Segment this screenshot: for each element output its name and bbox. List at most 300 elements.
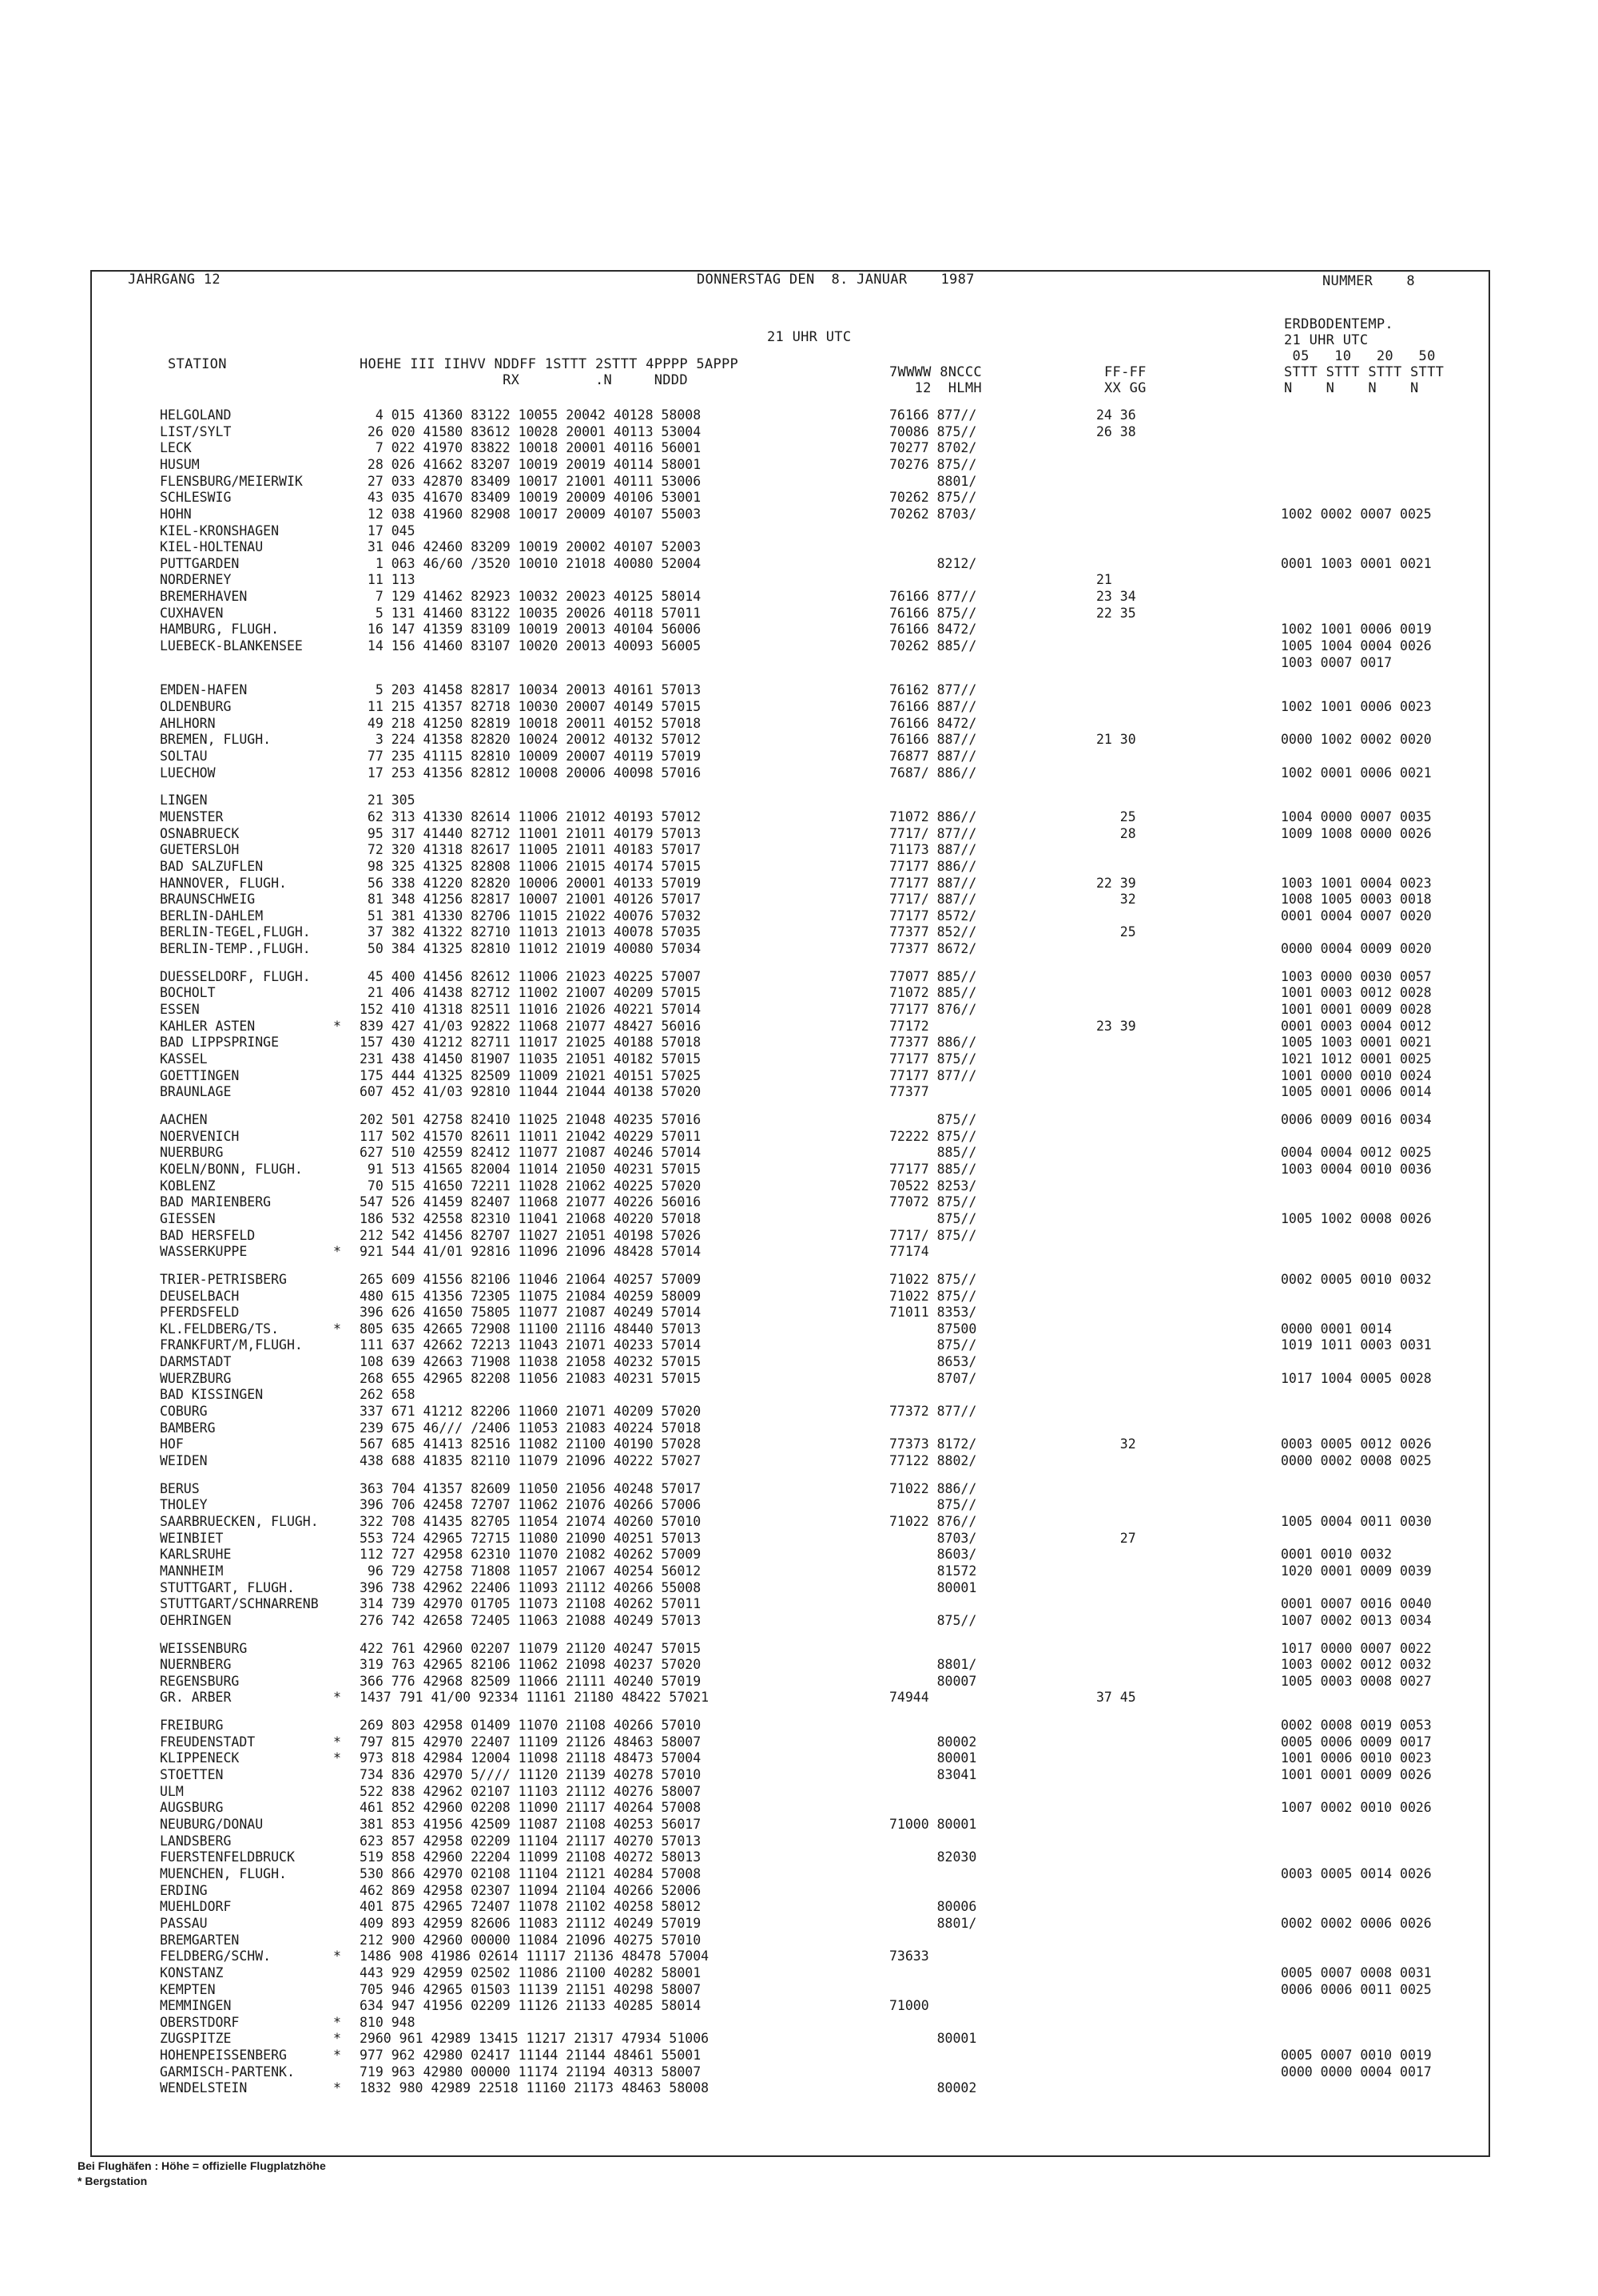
station-name: BERLIN-TEMP.,FLUGH. [160,941,311,956]
synop-values: 91 513 41565 82004 11014 21050 40231 57015 [360,1162,702,1177]
station-name: FLENSBURG/MEIERWIK [160,474,303,489]
synop-values: 72 320 41318 82617 11005 21011 40183 57017 [360,842,702,857]
table-row [92,1002,1492,1018]
synop-values: 27 033 42870 83409 10017 21001 40111 53006 [360,474,702,489]
weather-code: 80002 [889,2080,977,2095]
soil-temperatures: 0000 0002 0008 0025 [1281,1453,1432,1468]
station-name: KLIPPENECK [160,1750,240,1766]
station-name: MANNHEIM [160,1563,224,1579]
synop-values: 186 532 42558 82310 11041 21068 40220 57018 [360,1211,702,1226]
station-name: FELDBERG/SCHW. [160,1948,272,1964]
station-name: KASSEL [160,1051,208,1067]
table-row [92,474,1492,490]
synop-values: 366 776 42968 82509 11066 21111 40240 57019 [360,1674,702,1689]
table-row [92,440,1492,456]
issue-number: NUMMER 8 [1322,273,1415,289]
station-column-header: STATION [168,356,227,372]
station-name: SCHLESWIG [160,490,232,505]
station-name: FUERSTENFELDBRUCK [160,1849,295,1865]
station-name: FRANKFURT/M,FLUGH. [160,1337,303,1353]
synop-values: 547 526 41459 82407 11068 21077 40226 56016 [360,1194,702,1210]
mountain-marker: * [333,1948,341,1964]
station-name: PFERDSFELD [160,1305,240,1320]
synop-values: 212 900 42960 00000 11084 21096 40275 57010 [360,1933,702,1948]
soil-temperatures: 0001 0010 0032 [1281,1547,1393,1562]
wind-gust: 21 30 [1096,732,1136,747]
station-name: COBURG [160,1404,208,1419]
table-row [92,1998,1492,2014]
volume-label: JAHRGANG 12 [128,272,221,288]
table-row [92,985,1492,1001]
synop-values: 62 313 41330 82614 11006 21012 40193 57012 [360,809,702,824]
weather-code: 76166 887// [889,732,977,747]
table-row [92,606,1492,622]
mountain-marker: * [333,1690,341,1705]
mountain-marker: * [333,1734,341,1750]
station-name: DUESSELDORF, FLUGH. [160,969,311,984]
table-row [92,1211,1492,1227]
synop-values: 705 946 42965 01503 11139 21151 40298 58007 [360,1982,702,1997]
synop-values: 337 671 41212 82206 11060 21071 40209 57020 [360,1404,702,1419]
station-name: KOBLENZ [160,1178,216,1194]
table-row [92,1145,1492,1161]
table-row [92,1849,1492,1865]
station-name: MUENCHEN, FLUGH. [160,1866,287,1881]
station-name: HUSUM [160,457,200,472]
weather-code: 77177 887// [889,876,977,891]
station-name: KEMPTEN [160,1982,216,1997]
table-row [92,1497,1492,1513]
table-row [92,1948,1492,1964]
synop-values: 51 381 41330 82706 11015 21022 40076 57032 [360,908,702,924]
station-name: KARLSRUHE [160,1547,232,1562]
weather-code: 80001 [889,2031,977,2046]
synop-values: 396 738 42962 22406 11093 21112 40266 55008 [360,1580,702,1595]
soil-temperatures: 1001 0001 0009 0028 [1281,1002,1432,1017]
table-row [92,876,1492,892]
soil-temperatures: 1003 0000 0030 0057 [1281,969,1432,984]
weather-code: 77177 876// [889,1002,977,1017]
mountain-marker: * [333,2015,341,2030]
station-name: NEUBURG/DONAU [160,1817,264,1832]
weather-code: 77177 875// [889,1051,977,1067]
weather-code: 875// [889,1497,977,1512]
synop-values: 111 637 42662 72213 11043 21071 40233 57014 [360,1337,702,1353]
table-row [92,1982,1492,1998]
table-row [92,1641,1492,1657]
synop-values: 719 963 42980 00000 11174 21194 40313 58007 [360,2064,702,2080]
weather-code: 80007 [889,1674,977,1689]
table-row [92,1436,1492,1452]
synop-values: 21 406 41438 82712 11002 21007 40209 57015 [360,985,702,1000]
station-name: LINGEN [160,792,208,808]
soil-n-header: N N N N [1284,380,1419,396]
synop-values: 522 838 42962 02107 11103 21112 40276 58007 [360,1784,702,1799]
weather-code: 74944 [889,1690,929,1705]
soil-temperatures: 1005 1002 0008 0026 [1281,1211,1432,1226]
weather-code: 77177 886// [889,859,977,874]
station-name: AACHEN [160,1112,208,1127]
weather-code: 875// [889,1613,977,1628]
weather-code: 875// [889,1112,977,1127]
table-row [92,1734,1492,1750]
table-row [92,1916,1492,1932]
synop-values: 381 853 41956 42509 11087 21108 40253 56017 [360,1817,702,1832]
synop-values: 567 685 41413 82516 11082 21100 40190 57028 [360,1436,702,1452]
synop-values: 212 542 41456 82707 11027 21051 40198 57026 [360,1228,702,1243]
table-row [92,556,1492,572]
soil-temperatures: 1017 1004 0005 0028 [1281,1371,1432,1386]
station-name: LECK [160,440,192,455]
weather-code: 885// [889,1145,977,1160]
synop-values: 1486 908 41986 02614 11117 21136 48478 57004 [360,1948,710,1964]
station-name: BAD HERSFELD [160,1228,256,1243]
soil-temperatures: 0000 0001 0014 [1281,1321,1393,1337]
table-row [92,1272,1492,1288]
station-name: WASSERKUPPE [160,1244,248,1259]
synop-values: 810 948 [360,2015,415,2030]
soil-temperatures: 1003 0007 0017 [1281,655,1393,670]
synop-values: 56 338 41220 82820 10006 20001 40133 57019 [360,876,702,891]
table-row [92,749,1492,765]
wind-gust: 25 [1096,809,1136,824]
weather-code: 77174 [889,1244,929,1259]
soil-temp-time: 21 UHR UTC [1284,332,1369,348]
station-name: ULM [160,1784,184,1799]
wind-header-line2: XX GG [1104,380,1147,396]
weather-code: 8212/ [889,556,977,571]
synop-values: 268 655 42965 82208 11056 21083 40231 57015 [360,1371,702,1386]
weather-code: 77077 885// [889,969,977,984]
station-name: NOERVENICH [160,1129,240,1144]
table-row [92,859,1492,875]
station-name: WEINBIET [160,1531,224,1546]
mountain-marker: * [333,1019,341,1034]
synop-values: 16 147 41359 83109 10019 20013 40104 56006 [360,622,702,637]
table-row [92,1833,1492,1849]
synop-values: 152 410 41318 82511 11016 21026 40221 57014 [360,1002,702,1017]
table-row [92,1068,1492,1084]
table-row [92,622,1492,638]
synop-values: 11 215 41357 82718 10030 20007 40149 57015 [360,699,702,714]
wind-header-line1: FF-FF [1104,364,1147,380]
table-row [92,2015,1492,2031]
mountain-marker: * [333,2031,341,2046]
station-name: KL.FELDBERG/TS. [160,1321,280,1337]
table-row [92,1084,1492,1100]
table-row [92,1767,1492,1783]
table-row [92,1162,1492,1178]
soil-temperatures: 1021 1012 0001 0025 [1281,1051,1432,1067]
wind-gust: 27 [1096,1531,1136,1546]
wind-gust: 32 [1096,892,1136,907]
station-name: FREIBURG [160,1718,224,1733]
station-name: HANNOVER, FLUGH. [160,876,287,891]
station-name: GIESSEN [160,1211,216,1226]
table-row [92,1718,1492,1734]
weather-code: 70262 8703/ [889,506,977,522]
station-name: CUXHAVEN [160,606,224,621]
weather-code: 77377 [889,1084,929,1099]
synop-values: 319 763 42965 82106 11062 21098 40237 57020 [360,1657,702,1672]
synop-values: 43 035 41670 83409 10019 20009 40106 53001 [360,490,702,505]
station-name: BRAUNLAGE [160,1084,232,1099]
station-name: BREMERHAVEN [160,589,248,604]
synop-values: 734 836 42970 5//// 11120 21139 40278 57010 [360,1767,702,1782]
weather-code: 80006 [889,1899,977,1914]
station-name: WENDELSTEIN [160,2080,248,2095]
station-name: OLDENBURG [160,699,232,714]
synop-values: 553 724 42965 72715 11080 21090 40251 57013 [360,1531,702,1546]
station-name: BREMGARTEN [160,1933,240,1948]
weather-code: 70086 875// [889,424,977,439]
table-row [92,1750,1492,1766]
synop-values: 607 452 41/03 92810 11044 21044 40138 57020 [360,1084,702,1099]
table-row [92,1817,1492,1833]
synop-values: 12 038 41960 82908 10017 20009 40107 55003 [360,506,702,522]
table-row [92,407,1492,423]
weather-code: 77377 8672/ [889,941,977,956]
table-row [92,589,1492,605]
weather-code: 8603/ [889,1547,977,1562]
table-row [92,1387,1492,1403]
synop-values: 480 615 41356 72305 11075 21084 40259 58009 [360,1289,702,1304]
station-name: PASSAU [160,1916,208,1931]
soil-temperatures: 1005 1004 0004 0026 [1281,638,1432,653]
table-row [92,1228,1492,1244]
station-name: LUECHOW [160,765,216,781]
weather-code: 8707/ [889,1371,977,1386]
table-row [92,1420,1492,1436]
weather-code: 70522 8253/ [889,1178,977,1194]
station-name: BREMEN, FLUGH. [160,732,272,747]
soil-temperatures: 0002 0002 0006 0026 [1281,1916,1432,1931]
station-name: THOLEY [160,1497,208,1512]
table-row [92,523,1492,539]
synop-values: 21 305 [360,792,415,808]
weather-code: 76166 8472/ [889,622,977,637]
weather-code: 77172 [889,1019,929,1034]
table-row [92,655,1492,671]
station-name: BAMBERG [160,1420,216,1436]
weather-code: 71072 885// [889,985,977,1000]
weather-code: 8801/ [889,1916,977,1931]
synop-values: 11 113 [360,572,415,587]
station-name: ZUGSPITZE [160,2031,232,2046]
soil-temperatures: 1017 0000 0007 0022 [1281,1641,1432,1656]
synop-header-line1: HOEHE III IIHVV NDDFF 1STTT 2STTT 4PPPP 5APPP [360,356,739,372]
soil-temperatures: 0001 1003 0001 0021 [1281,556,1432,571]
station-name: HAMBURG, FLUGH. [160,622,280,637]
table-row [92,1194,1492,1210]
soil-temperatures: 0000 1002 0002 0020 [1281,732,1432,747]
weather-code: 77372 877// [889,1404,977,1419]
station-name: REGENSBURG [160,1674,240,1689]
weather-code: 77373 8172/ [889,1436,977,1452]
synop-values: 262 658 [360,1387,415,1402]
soil-temperatures: 0000 0004 0009 0020 [1281,941,1432,956]
utc-title: 21 UHR UTC [767,329,852,345]
soil-temperatures: 1020 0001 0009 0039 [1281,1563,1432,1579]
synop-values: 797 815 42970 22407 11109 21126 48463 58007 [360,1734,702,1750]
weather-code: 77177 885// [889,1162,977,1177]
soil-temperatures: 0006 0006 0011 0025 [1281,1982,1432,1997]
station-name: HOF [160,1436,184,1452]
weather-code: 70276 875// [889,457,977,472]
soil-temperatures: 1003 0002 0012 0032 [1281,1657,1432,1672]
weather-code: 76166 877// [889,407,977,423]
station-name: HELGOLAND [160,407,232,423]
table-row [92,1899,1492,1915]
table-row [92,792,1492,808]
weather-code: 76166 877// [889,589,977,604]
synop-values: 49 218 41250 82819 10018 20011 40152 57018 [360,716,702,731]
synop-values: 1832 980 42989 22518 11160 21173 48463 58008 [360,2080,710,2095]
table-row [92,2048,1492,2064]
table-row [92,682,1492,698]
synop-values: 973 818 42984 12004 11098 21118 48473 57004 [360,1750,702,1766]
station-name: GUETERSLOH [160,842,240,857]
weather-code: 70262 885// [889,638,977,653]
wind-gust: 23 39 [1096,1019,1136,1034]
soil-temperatures: 0001 0003 0004 0012 [1281,1019,1432,1034]
synop-values: 623 857 42958 02209 11104 21117 40270 57013 [360,1833,702,1849]
weather-code: 81572 [889,1563,977,1579]
footnote-airports: Bei Flughäfen : Höhe = offizielle Flugplatzhöhe [78,2159,326,2172]
weather-code: 71173 887// [889,842,977,857]
synop-values: 401 875 42965 72407 11078 21102 40258 58012 [360,1899,702,1914]
table-row [92,842,1492,858]
synop-values: 1437 791 41/00 92334 11161 21180 48422 57021 [360,1690,710,1705]
table-row [92,1178,1492,1194]
synop-values: 269 803 42958 01409 11070 21108 40266 57010 [360,1718,702,1733]
synop-values: 314 739 42970 01705 11073 21108 40262 57011 [360,1596,702,1611]
wind-gust: 22 35 [1096,606,1136,621]
station-name: BERLIN-TEGEL,FLUGH. [160,924,311,939]
table-row [92,1866,1492,1882]
wind-gust: 23 34 [1096,589,1136,604]
soil-temperatures: 0001 0004 0007 0020 [1281,908,1432,924]
weather-code: 77177 8572/ [889,908,977,924]
soil-temperatures: 1001 0001 0009 0026 [1281,1767,1432,1782]
soil-temperatures: 0005 0007 0010 0019 [1281,2048,1432,2063]
synop-values: 276 742 42658 72405 11063 21088 40249 57013 [360,1613,702,1628]
station-name: KIEL-HOLTENAU [160,539,264,554]
synop-values: 14 156 41460 83107 10020 20013 40093 56005 [360,638,702,653]
synop-values: 17 253 41356 82812 10008 20006 40098 57016 [360,765,702,781]
table-row [92,2064,1492,2080]
synop-values: 396 626 41650 75805 11077 21087 40249 57014 [360,1305,702,1320]
station-name: SOLTAU [160,749,208,764]
soil-temperatures: 1007 0002 0013 0034 [1281,1613,1432,1628]
table-row [92,2031,1492,2047]
soil-temperatures: 1001 0006 0010 0023 [1281,1750,1432,1766]
table-row [92,1337,1492,1353]
soil-temperatures: 1005 0003 0008 0027 [1281,1674,1432,1689]
synop-values: 921 544 41/01 92816 11096 21096 48428 57014 [360,1244,702,1259]
station-name: PUTTGARDEN [160,556,240,571]
synop-values: 519 858 42960 22204 11099 21108 40272 58013 [360,1849,702,1865]
station-name: LANDSBERG [160,1833,232,1849]
station-name: KONSTANZ [160,1965,224,1980]
synop-values: 95 317 41440 82712 11001 21011 40179 57013 [360,826,702,841]
soil-temperatures: 0003 0005 0014 0026 [1281,1866,1432,1881]
station-name: SAARBRUECKEN, FLUGH. [160,1514,319,1529]
weather-code: 83041 [889,1767,977,1782]
soil-temperatures: 1007 0002 0010 0026 [1281,1800,1432,1815]
weather-code: 76877 887// [889,749,977,764]
station-name: BOCHOLT [160,985,216,1000]
table-row [92,969,1492,985]
station-name: HOHENPEISSENBERG [160,2048,287,2063]
station-name: ERDING [160,1883,208,1898]
synop-values: 4 015 41360 83122 10055 20042 40128 58008 [360,407,702,423]
table-row [92,539,1492,555]
weather-code: 7717/ 887// [889,892,977,907]
soil-temperatures: 1005 0001 0006 0014 [1281,1084,1432,1099]
table-row [92,1883,1492,1899]
synop-values: 81 348 41256 82817 10007 21001 40126 57017 [360,892,702,907]
synop-values: 231 438 41450 81907 11035 21051 40182 57015 [360,1051,702,1067]
table-row [92,1371,1492,1387]
station-name: STUTTGART/SCHNARRENB [160,1596,319,1611]
station-name: GARMISCH-PARTENK. [160,2064,295,2080]
table-row [92,809,1492,825]
weather-code: 76166 8472/ [889,716,977,731]
synop-values: 443 929 42959 02502 11086 21100 40282 58001 [360,1965,702,1980]
table-row [92,1112,1492,1128]
weather-code: 80002 [889,1734,977,1750]
table-row [92,1580,1492,1596]
weather-code: 71011 8353/ [889,1305,977,1320]
soil-temperatures: 0004 0004 0012 0025 [1281,1145,1432,1160]
table-row [92,908,1492,924]
soil-temperatures: 1009 1008 0000 0026 [1281,826,1432,841]
synop-values: 322 708 41435 82705 11054 21074 40260 57010 [360,1514,702,1529]
table-row [92,1674,1492,1690]
synop-values: 175 444 41325 82509 11009 21021 40151 57025 [360,1068,702,1083]
weather-code: 70262 875// [889,490,977,505]
station-name: BERLIN-DAHLEM [160,908,264,924]
station-name: BERUS [160,1481,200,1496]
weather-code: 71000 [889,1998,929,2013]
soil-temperatures: 0006 0009 0016 0034 [1281,1112,1432,1127]
synop-values: 2960 961 42989 13415 11217 21317 47934 51006 [360,2031,710,2046]
station-name: BAD MARIENBERG [160,1194,272,1210]
soil-temperatures: 0005 0007 0008 0031 [1281,1965,1432,1980]
mountain-marker: * [333,2048,341,2063]
table-row [92,765,1492,781]
station-name: NUERBURG [160,1145,224,1160]
weather-code: 7717/ 875// [889,1228,977,1243]
table-row [92,732,1492,748]
weather-code: 71022 875// [889,1289,977,1304]
synop-values: 77 235 41115 82810 10009 20007 40119 57019 [360,749,702,764]
soil-temperatures: 0005 0006 0009 0017 [1281,1734,1432,1750]
mountain-marker: * [333,1321,341,1337]
station-name: EMDEN-HAFEN [160,682,248,697]
soil-temperatures: 1002 1001 0006 0019 [1281,622,1432,637]
synop-values: 627 510 42559 82412 11077 21087 40246 57014 [360,1145,702,1160]
station-name: BAD LIPPSPRINGE [160,1035,280,1050]
station-name: NORDERNEY [160,572,232,587]
station-name: MUENSTER [160,809,224,824]
table-row [92,1289,1492,1305]
table-row [92,1563,1492,1579]
weather-code: 77177 877// [889,1068,977,1083]
synop-values: 96 729 42758 71808 11057 21067 40254 56012 [360,1563,702,1579]
table-row [92,1514,1492,1530]
